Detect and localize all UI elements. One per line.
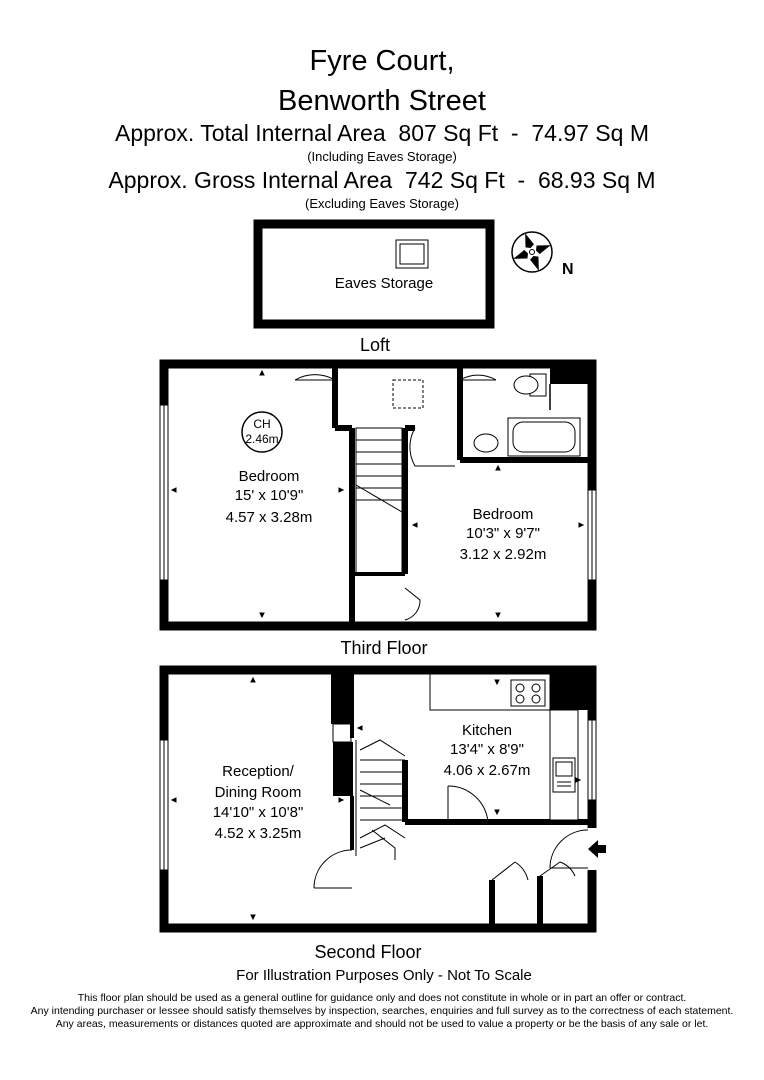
bedroom2-imperial: 10'3" x 9'7" <box>466 525 540 542</box>
reception-name-line2: Dining Room <box>214 784 302 801</box>
illustration-note: For Illustration Purposes Only - Not To Scale <box>236 967 532 984</box>
bedroom2-metric: 3.12 x 2.92m <box>459 546 547 563</box>
third-floor-label: Third Floor <box>340 638 428 658</box>
second-floor-plan <box>160 670 606 962</box>
cupboard-door-2 <box>540 862 575 876</box>
bath-icon <box>508 418 580 456</box>
bedroom1-imperial: 15' x 10'9" <box>234 487 304 504</box>
property-name: Fyre Court, <box>309 45 455 77</box>
third-floor-stairs <box>356 428 402 574</box>
bedroom2-name: Bedroom <box>472 506 534 523</box>
cupboard-door-1 <box>492 862 528 880</box>
door-swing-entrance <box>550 830 588 868</box>
disclaimer-line1: This floor plan should be used as a general outline for guidance only and does not constitute in whole or in part an offer or contract. <box>77 992 687 1004</box>
door-swing-reception <box>314 850 352 888</box>
compass-north-label: N <box>562 261 574 278</box>
bedroom1-name: Bedroom <box>238 468 300 485</box>
ceiling-height-label: CH <box>253 417 271 431</box>
total-area: Approx. Total Internal Area 807 Sq Ft - 74.97 Sq M <box>115 120 649 146</box>
door-swing-bathroom <box>460 375 496 380</box>
basin-icon <box>474 434 498 452</box>
reception-name-line1: Reception/ <box>222 763 294 780</box>
gross-area: Approx. Gross Internal Area 742 Sq Ft - 68.93 Sq M <box>108 167 656 193</box>
disclaimer-line2: Any intending purchaser or lessee should satisfy themselves by inspection, searches, enquiries and full survey as to the correctness of each statement. <box>30 1005 734 1017</box>
door-swing-bedroom2 <box>410 428 455 466</box>
gross-area-note: (Excluding Eaves Storage) <box>305 196 459 211</box>
loft-hatch-icon <box>393 380 423 408</box>
property-street: Benworth Street <box>278 85 486 117</box>
reception-imperial: 14'10" x 10'8" <box>212 804 304 821</box>
second-floor-label: Second Floor <box>314 942 422 962</box>
bedroom1-metric: 4.57 x 3.28m <box>225 509 313 526</box>
loft-plan <box>258 224 490 355</box>
hob-icon <box>511 680 545 706</box>
ceiling-height-value: 2.46m <box>245 432 279 446</box>
loft-label: Loft <box>359 335 391 355</box>
hatch-icon <box>396 240 428 268</box>
eaves-storage-label: Eaves Storage <box>334 275 434 292</box>
eaves-storage-walls <box>258 224 490 324</box>
toilet-icon <box>514 374 546 396</box>
kitchen-name: Kitchen <box>461 722 513 739</box>
sink-icon <box>553 758 575 792</box>
third-floor-outer-walls <box>164 364 592 626</box>
door-swing-kitchen <box>448 786 488 822</box>
kitchen-metric: 4.06 x 2.67m <box>443 762 531 779</box>
third-floor-plan <box>160 364 596 658</box>
second-floor-stairs <box>356 740 405 860</box>
reception-metric: 4.52 x 3.25m <box>214 825 302 842</box>
dimension-markers-third <box>172 371 583 617</box>
compass-icon <box>506 226 557 277</box>
kitchen-imperial: 13'4" x 8'9" <box>450 741 524 758</box>
door-swing-landing <box>295 375 335 380</box>
total-area-note: (Including Eaves Storage) <box>307 149 457 164</box>
door-swing-cupboard <box>405 588 420 620</box>
disclaimer-line3: Any areas, measurements or distances quoted are approximate and should not be used to value a property or be the basis of any sale or let. <box>55 1018 709 1030</box>
